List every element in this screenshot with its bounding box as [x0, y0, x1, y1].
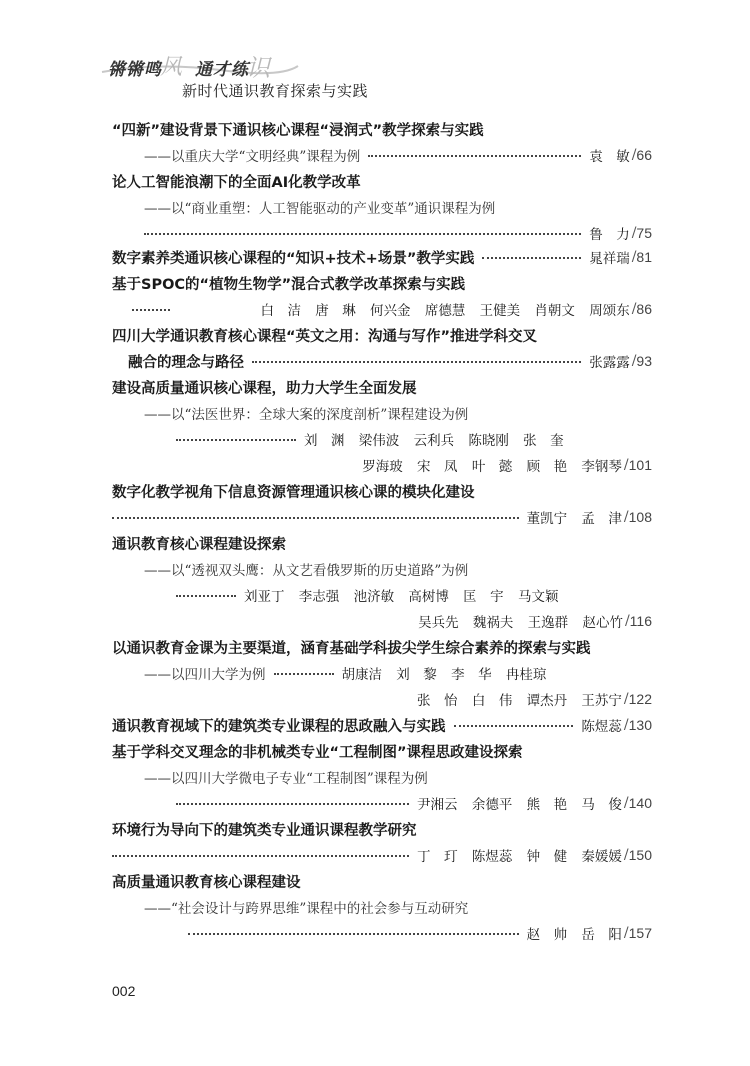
toc-subtitle-line[interactable]	[112, 195, 495, 219]
toc-title: 数字化教学视角下信息资源管理通识核心课的模块化建设	[112, 484, 475, 501]
toc-page-number: 157	[628, 925, 652, 941]
toc-title-line[interactable]	[112, 635, 591, 659]
book-subtitle: 新时代通识教育探索与实践	[182, 82, 369, 100]
toc-subtitle: ——以四川大学微电子专业“工程制图”课程为例	[144, 771, 428, 787]
toc-authors: 罗海玻 宋 凤 叶 懿 顾 艳 李钢琴	[362, 459, 622, 475]
toc-title-line[interactable]	[112, 479, 475, 503]
page-separator: /	[623, 925, 629, 941]
toc-title: 四川大学通识教育核心课程“英文之用：沟通与写作”推进学科交叉	[112, 328, 538, 345]
toc-title: 高质量通识教育核心课程建设	[112, 874, 301, 891]
toc-title-line[interactable]	[112, 531, 286, 555]
toc-title: 融合的理念与路径	[128, 354, 244, 371]
folio-page-number: 002	[112, 983, 136, 999]
toc-author-line[interactable]	[112, 791, 652, 815]
toc-title-line[interactable]	[112, 739, 523, 763]
toc-author-line[interactable]	[112, 297, 652, 321]
logo-text-4: 识	[246, 56, 270, 82]
toc-title-line[interactable]	[112, 169, 361, 193]
toc-title-line[interactable]	[112, 817, 417, 841]
toc-author-line[interactable]	[112, 453, 652, 477]
page-separator: /	[631, 225, 637, 241]
toc-authors: 鲁 力	[589, 227, 630, 243]
toc-subtitle-line[interactable]	[112, 895, 468, 919]
toc-title: 环境行为导向下的建筑类专业通识课程教学研究	[112, 822, 417, 839]
toc-title-line[interactable]	[112, 245, 652, 269]
page-separator: /	[631, 301, 637, 317]
toc-title: 数字素养类通识核心课程的“知识+技术+场景”教学实践	[112, 250, 475, 267]
toc-authors: 晁祥瑞	[589, 251, 630, 267]
toc-subtitle-line[interactable]	[112, 661, 642, 685]
logo-text-3: 通才练	[195, 60, 249, 80]
toc-author-line[interactable]	[112, 505, 652, 529]
page-header	[0, 0, 750, 110]
toc-page-number: 86	[636, 301, 652, 317]
page-separator: /	[631, 249, 637, 265]
toc-leader	[454, 725, 574, 727]
toc-subtitle: ——“社会设计与跨界思维”课程中的社会参与互动研究	[144, 901, 469, 917]
toc-leader	[176, 595, 236, 597]
toc-leader	[176, 439, 296, 441]
toc-author-line[interactable]	[112, 921, 652, 945]
page-separator: /	[623, 717, 629, 733]
toc-authors: 董凯宁 孟 津	[526, 511, 622, 527]
toc-title: 建设高质量通识核心课程，助力大学生全面发展	[112, 380, 417, 397]
toc-subtitle-line[interactable]	[112, 557, 468, 581]
toc-title-line[interactable]	[112, 271, 465, 295]
toc-author-line[interactable]	[112, 221, 652, 245]
toc-leader	[368, 155, 581, 157]
toc-title-line[interactable]	[112, 869, 301, 893]
toc-title: 论人工智能浪潮下的全面AI化教学改革	[112, 174, 361, 191]
toc-subtitle-line[interactable]	[112, 143, 652, 167]
toc-title-line[interactable]	[112, 323, 537, 347]
toc-author-line[interactable]	[112, 609, 652, 633]
toc-authors: 袁 敏	[589, 149, 630, 165]
toc-title: 通识教育视域下的建筑类专业课程的思政融入与实践	[112, 718, 446, 735]
logo-text-1: 锵锵鸣	[108, 60, 162, 80]
toc-author-line[interactable]	[112, 843, 652, 867]
toc-authors: 尹湘云 余德平 熊 艳 马 俊	[417, 797, 622, 813]
toc-authors: 胡康洁 刘 黎 李 华 冉桂琼	[341, 667, 547, 683]
page-separator: /	[623, 795, 629, 811]
toc-leader	[482, 257, 581, 259]
toc-authors: 赵 帅 岳 阳	[526, 927, 622, 943]
page-separator: /	[623, 457, 629, 473]
toc-title-line[interactable]	[112, 349, 652, 373]
toc-page-number: 81	[636, 249, 652, 265]
toc-leader	[144, 233, 581, 235]
toc-title: 以通识教育金课为主要渠道，涵育基础学科拔尖学生综合素养的探索与实践	[112, 640, 591, 657]
toc-leader	[176, 803, 409, 805]
toc-authors: 吴兵先 魏祸夫 王逸群 赵心竹	[418, 615, 623, 631]
toc-authors: 陈煜蕊	[581, 719, 622, 735]
toc-page-number: 66	[636, 147, 652, 163]
toc-title: 基于学科交叉理念的非机械类专业“工程制图”课程思政建设探索	[112, 744, 523, 761]
toc-leader	[112, 855, 409, 857]
page-separator: /	[624, 613, 630, 629]
toc-author-line[interactable]	[112, 427, 602, 451]
toc-page-number: 75	[636, 225, 652, 241]
toc-subtitle-line[interactable]	[112, 765, 428, 789]
page-separator: /	[623, 847, 629, 863]
page-separator: /	[623, 691, 629, 707]
page-separator: /	[631, 353, 637, 369]
toc-leader	[132, 309, 170, 311]
toc-title-line[interactable]	[112, 713, 652, 737]
toc-authors: 张 怡 白 伟 谭杰丹 王苏宁	[417, 693, 622, 709]
toc-author-line[interactable]	[112, 687, 652, 711]
toc-authors: 白 洁 唐 琳 何兴金 席德慧 王健美 肖朝文 周颂东	[260, 303, 630, 319]
toc-authors: 刘 渊 梁伟波 云利兵 陈晓刚 张 奎	[304, 433, 564, 449]
toc-subtitle: ——以“法医世界：全球大案的深度剖析”课程建设为例	[144, 407, 469, 423]
toc-page-number: 93	[636, 353, 652, 369]
page-separator: /	[623, 509, 629, 525]
toc-subtitle-line[interactable]	[112, 401, 468, 425]
toc-page-number: 116	[629, 613, 652, 629]
toc-leader	[112, 517, 519, 519]
toc-page-number: 140	[628, 795, 652, 811]
toc-authors: 丁 玎 陈煜蕊 钟 健 秦媛媛	[417, 849, 622, 865]
toc-author-line[interactable]	[112, 583, 642, 607]
toc-subtitle: ——以重庆大学“文明经典”课程为例	[144, 149, 361, 165]
toc-leader	[188, 933, 519, 935]
toc-page-number: 150	[628, 847, 652, 863]
toc-subtitle: ——以“商业重塑：人工智能驱动的产业变革”通识课程为例	[144, 201, 496, 217]
toc-page-number: 122	[628, 691, 652, 707]
toc-subtitle: ——以“透视双头鹰：从文艺看俄罗斯的历史道路”为例	[144, 563, 469, 579]
logo-text-2: 风	[160, 54, 183, 79]
toc-page-number: 108	[628, 509, 652, 525]
toc-leader	[274, 673, 334, 675]
toc-title-line[interactable]	[112, 117, 484, 141]
toc-title: 基于SPOC的“植物生物学”混合式教学改革探索与实践	[112, 276, 466, 293]
toc-page-number: 101	[628, 457, 652, 473]
toc-title: “四新”建设背景下通识核心课程“浸润式”教学探索与实践	[112, 122, 484, 139]
toc-subtitle: ——以四川大学为例	[144, 667, 266, 683]
toc-title-line[interactable]	[112, 375, 417, 399]
toc-page-number: 130	[628, 717, 652, 733]
toc-authors: 刘亚丁 李志强 池济敏 高树博 匡 宇 马文颖	[244, 589, 559, 605]
toc-leader	[252, 361, 581, 363]
toc-authors: 张露露	[589, 355, 630, 371]
toc-title: 通识教育核心课程建设探索	[112, 536, 286, 553]
page-separator: /	[631, 147, 637, 163]
